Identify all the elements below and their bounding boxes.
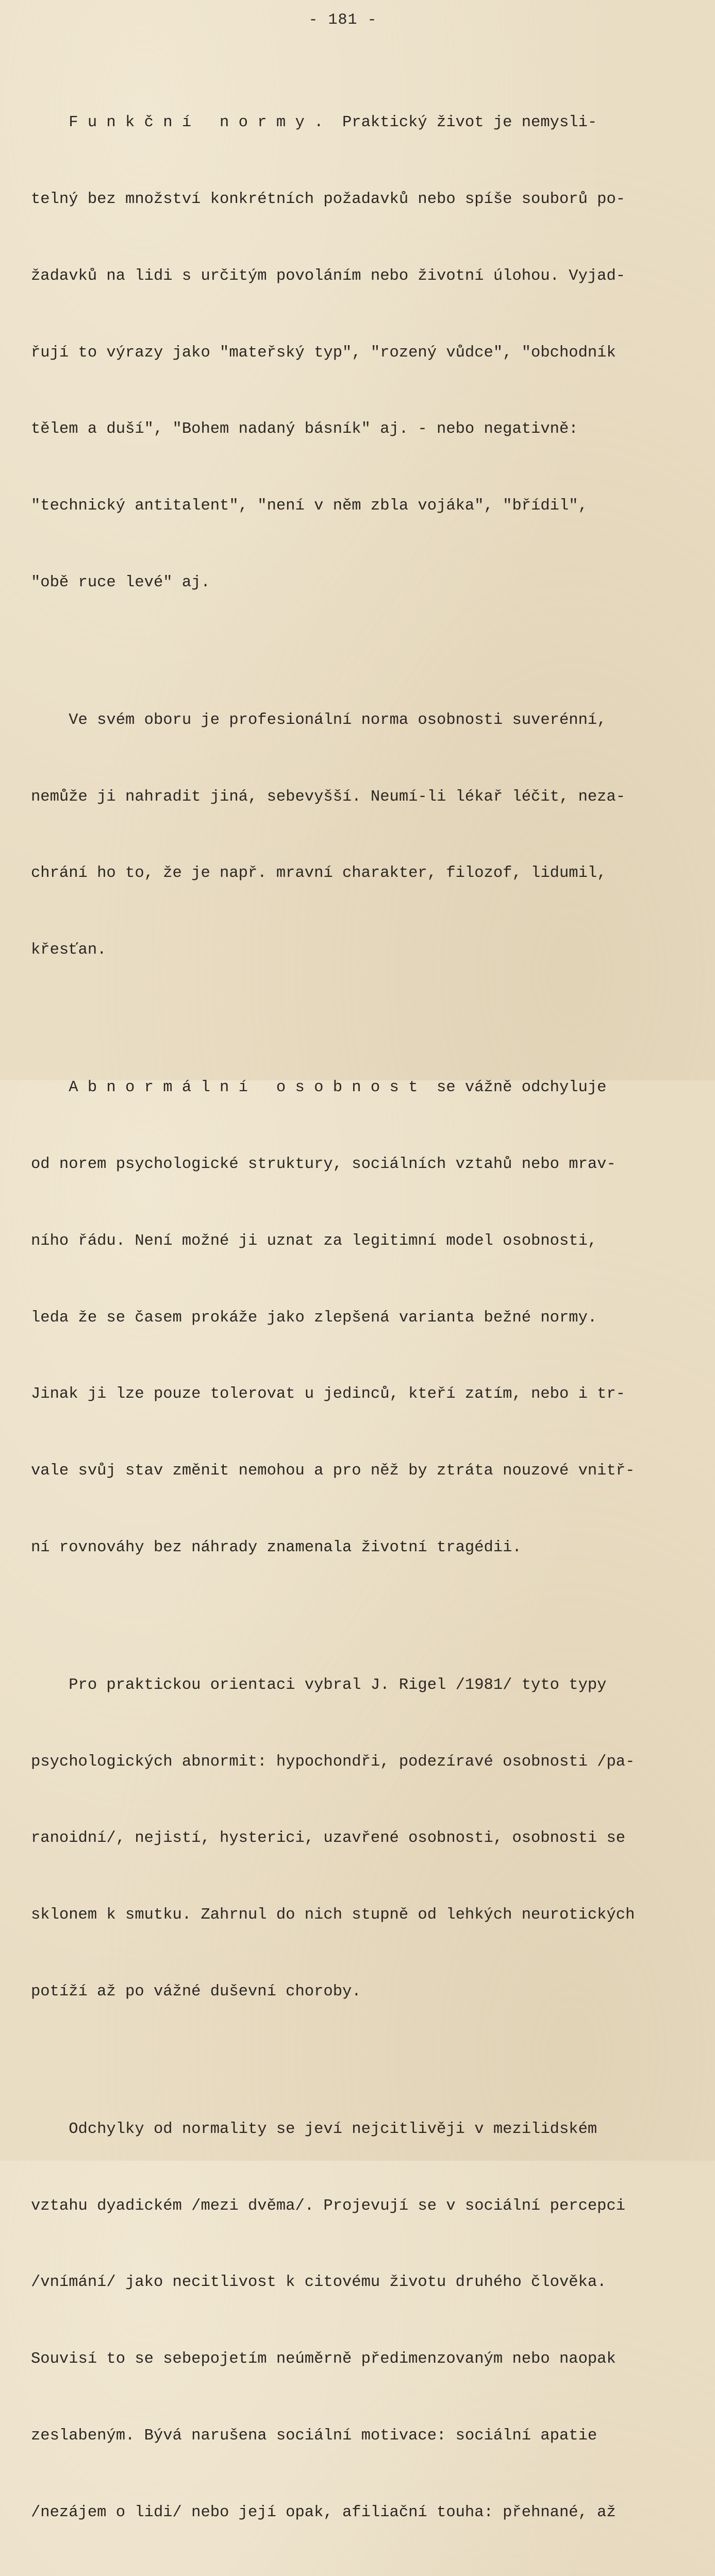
text-line: ního řádu. Není možné ji uznat za legitimní model osobnosti,: [31, 1232, 597, 1250]
text-line: F u n k č n í n o r m y . Praktický život je nemysli-: [31, 114, 597, 132]
text-line: od norem psychologické struktury, sociálních vztahů nebo mrav-: [31, 1155, 616, 1173]
text-line: nemůže ji nahradit jiná, sebevyšší. Neumí-li lékař léčit, neza-: [31, 788, 626, 806]
text-line: křesťan.: [31, 941, 107, 959]
paragraph-abnormalni-osobnost: [31, 1024, 696, 1612]
text-line: /vnímání/ jako necitlivost k citovému životu druhého člověka.: [31, 2274, 607, 2292]
text-line: vale svůj stav změnit nemohou a pro něž by ztráta nouzové vnitř-: [31, 1462, 635, 1480]
text-line: Pro praktickou orientaci vybral J. Rigel /1981/ tyto typy: [31, 1676, 607, 1694]
page-number: - 181 -: [308, 11, 377, 29]
text-line: tělem a duší", "Bohem nadaný básník" aj. - nebo negativně:: [31, 420, 578, 438]
paragraph-funkcni-normy: [31, 59, 696, 647]
body-text: [31, 59, 696, 2576]
text-line: sklonem k smutku. Zahrnul do nich stupně od lehkých neurotických: [31, 1906, 635, 1924]
text-line: ranoidní/, nejistí, hysterici, uzavřené osobnosti, osobnosti se: [31, 1829, 626, 1848]
text-line: řují to výrazy jako "mateřský typ", "rozený vůdce", "obchodník: [31, 344, 616, 362]
text-line: Odchylky od normality se jeví nejcitlivěji v mezilidském: [31, 2120, 597, 2138]
text-line: leda že se časem prokáže jako zlepšená varianta bežné normy.: [31, 1309, 597, 1327]
text-line: telný bez množství konkrétních požadavků nebo spíše souborů po-: [31, 190, 626, 208]
text-line: potíží až po vážné duševní choroby.: [31, 1982, 361, 2001]
paragraph-odchylky-od-normality: [31, 2066, 696, 2576]
text-line: "technický antitalent", "není v něm zbla vojáka", "břídil",: [31, 497, 588, 515]
text-line: žadavků na lidi s určitým povoláním nebo životní úlohou. Vyjad-: [31, 267, 626, 285]
text-line: Souvisí to se sebepojetím neúměrně předimenzovaným nebo naopak: [31, 2350, 616, 2368]
text-line: /nezájem o lidi/ nebo její opak, afiliační touha: přehnané, až: [31, 2503, 616, 2521]
document-page: [31, 0, 696, 2521]
text-line: psychologických abnormit: hypochondři, podezíravé osobnosti /pa-: [31, 1753, 635, 1771]
text-line: Ve svém oboru je profesionální norma osobnosti suverénní,: [31, 711, 607, 729]
paragraph-prakticka-orientace: [31, 1622, 696, 2056]
text-line: Jinak ji lze pouze tolerovat u jedinců, kteří zatím, nebo i tr-: [31, 1385, 626, 1403]
text-line: ní rovnováhy bez náhrady znamenala životní tragédii.: [31, 1538, 522, 1556]
text-line: zeslabeným. Bývá narušena sociální motivace: sociální apatie: [31, 2427, 597, 2445]
text-line: chrání ho to, že je např. mravní charakter, filozof, lidumil,: [31, 865, 607, 883]
text-line: "obě ruce levé" aj.: [31, 573, 210, 591]
text-line: A b n o r m á l n í o s o b n o s t se vážně odchyluje: [31, 1079, 607, 1097]
paragraph-profesionalni-norma: [31, 657, 696, 1014]
text-line: vztahu dyadickém /mezi dvěma/. Projevují se v sociální percepci: [31, 2197, 626, 2215]
